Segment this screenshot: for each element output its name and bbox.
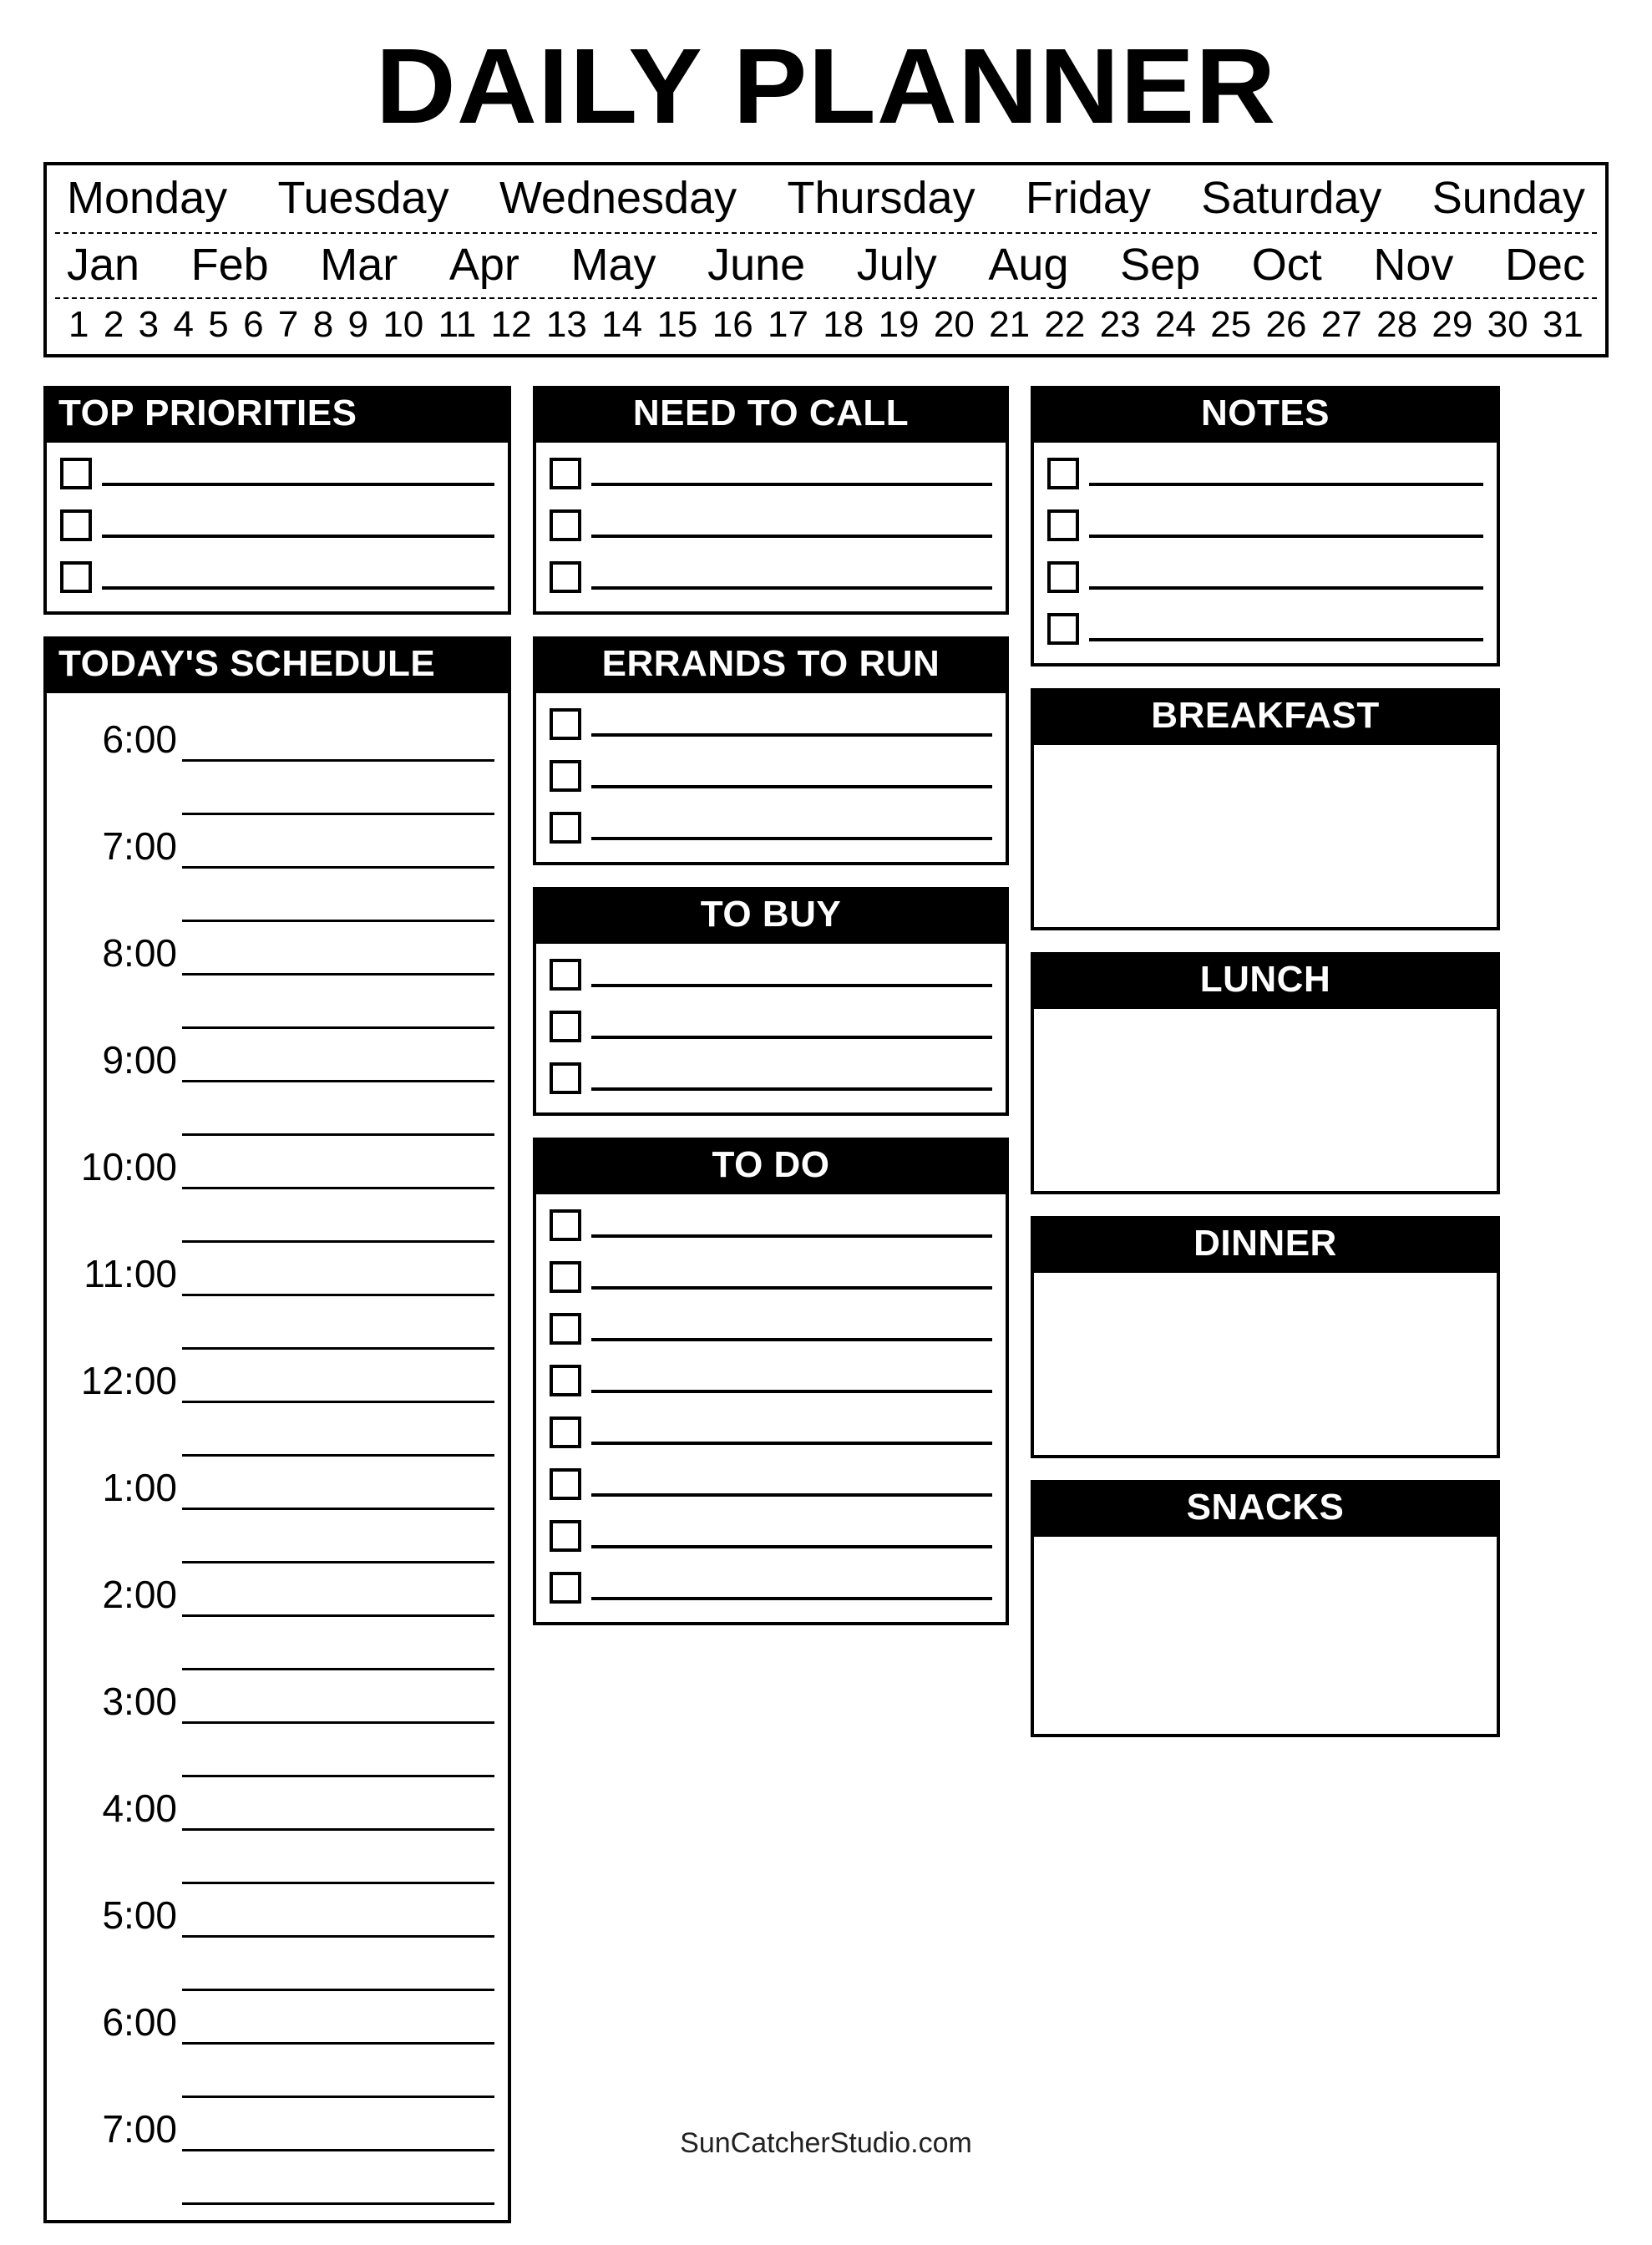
panel-title-dinner: DINNER — [1031, 1216, 1500, 1273]
day-number[interactable]: 24 — [1154, 304, 1196, 345]
checkbox-icon[interactable] — [1047, 458, 1079, 489]
schedule-row-half[interactable] — [60, 1617, 494, 1670]
month-aug[interactable]: Aug — [988, 240, 1069, 290]
schedule-time: 4:00 — [102, 1786, 177, 1830]
write-line[interactable] — [182, 1294, 494, 1350]
schedule-time: 9:00 — [102, 1038, 177, 1082]
panel-body-to-do — [533, 1194, 1009, 1625]
list-item[interactable] — [550, 1468, 992, 1500]
schedule-row[interactable] — [60, 1991, 494, 2045]
schedule-row-half[interactable] — [60, 762, 494, 815]
schedule-time: 5:00 — [102, 1893, 177, 1937]
month-oct[interactable]: Oct — [1251, 240, 1322, 290]
day-number-row — [55, 304, 1597, 346]
list-item[interactable] — [550, 1416, 992, 1448]
schedule-time: 10:00 — [80, 1145, 177, 1188]
panel-title-breakfast: BREAKFAST — [1031, 688, 1500, 745]
schedule-row-half[interactable] — [60, 1082, 494, 1136]
write-line[interactable] — [182, 1508, 494, 1563]
schedule-time: 8:00 — [102, 931, 177, 975]
schedule-row[interactable] — [60, 1777, 494, 1831]
checkbox-icon[interactable] — [550, 708, 581, 740]
schedule-time: 1:00 — [102, 1466, 177, 1509]
list-item[interactable] — [550, 1011, 992, 1042]
day-number[interactable]: 10 — [383, 304, 424, 345]
write-line[interactable] — [591, 1014, 992, 1039]
header-divider-2 — [55, 297, 1597, 299]
checkbox-icon[interactable] — [550, 1468, 581, 1500]
panel-body-notes — [1031, 443, 1500, 666]
panel-title-snacks: SNACKS — [1031, 1480, 1500, 1537]
panel-title-errands-to-run: ERRANDS TO RUN — [533, 636, 1009, 693]
day-number[interactable]: 15 — [656, 304, 698, 345]
write-line[interactable] — [182, 1989, 494, 2045]
write-line[interactable] — [182, 1026, 494, 1082]
write-line[interactable] — [182, 1187, 494, 1243]
list-item[interactable] — [60, 561, 494, 593]
write-line[interactable] — [591, 1213, 992, 1238]
panel-body-todays-schedule — [43, 693, 511, 2223]
list-item[interactable] — [1047, 458, 1483, 489]
write-line[interactable] — [182, 1935, 494, 1991]
month-mar[interactable]: Mar — [320, 240, 398, 290]
schedule-time: 11:00 — [84, 1252, 177, 1295]
write-line[interactable] — [591, 763, 992, 788]
day-number[interactable]: 4 — [173, 304, 194, 345]
write-line[interactable] — [182, 1454, 494, 1510]
schedule-row-half[interactable] — [60, 1510, 494, 1563]
checkbox-icon[interactable] — [550, 1313, 581, 1345]
schedule-row[interactable] — [60, 1457, 494, 1510]
schedule-row[interactable] — [60, 1136, 494, 1189]
weekday-saturday[interactable]: Saturday — [1201, 173, 1382, 223]
day-number[interactable]: 2 — [103, 304, 124, 345]
list-item[interactable] — [550, 812, 992, 844]
weekday-thursday[interactable]: Thursday — [787, 173, 975, 223]
page-title: DAILY PLANNER — [375, 27, 1277, 146]
panel-body-top-priorities — [43, 443, 511, 615]
write-line[interactable] — [591, 815, 992, 840]
day-number[interactable]: 5 — [208, 304, 229, 345]
write-line[interactable] — [182, 1614, 494, 1670]
write-line[interactable] — [182, 1828, 494, 1884]
month-july[interactable]: July — [856, 240, 937, 290]
day-number[interactable]: 8 — [312, 304, 334, 345]
day-number[interactable]: 13 — [545, 304, 587, 345]
list-item[interactable] — [550, 1572, 992, 1604]
write-line[interactable] — [182, 1668, 494, 1724]
schedule-time: 3:00 — [102, 1680, 177, 1723]
list-item[interactable] — [550, 1261, 992, 1293]
schedule-time: 12:00 — [80, 1359, 177, 1402]
month-dec[interactable]: Dec — [1504, 240, 1585, 290]
checkbox-icon[interactable] — [550, 1011, 581, 1042]
date-header — [43, 162, 1609, 357]
month-apr[interactable]: Apr — [448, 240, 519, 290]
weekday-monday[interactable]: Monday — [67, 173, 228, 223]
month-row — [55, 239, 1597, 296]
day-number[interactable]: 12 — [490, 304, 532, 345]
schedule-row[interactable] — [60, 1563, 494, 1617]
panel-to-buy — [533, 887, 1009, 1116]
checkbox-icon[interactable] — [550, 1416, 581, 1448]
schedule-row-half[interactable] — [60, 1296, 494, 1350]
day-number[interactable]: 23 — [1099, 304, 1141, 345]
day-number[interactable]: 30 — [1487, 304, 1528, 345]
schedule-time: 7:00 — [102, 824, 177, 868]
day-number[interactable]: 19 — [878, 304, 920, 345]
checkbox-icon[interactable] — [1047, 561, 1079, 593]
panel-dinner — [1031, 1216, 1500, 1458]
schedule-time: 2:00 — [102, 1573, 177, 1616]
day-number[interactable]: 17 — [768, 304, 808, 345]
day-number[interactable]: 6 — [243, 304, 264, 345]
panel-body-lunch[interactable] — [1031, 1009, 1500, 1194]
panel-title-to-buy: TO BUY — [533, 887, 1009, 944]
schedule-row-half[interactable] — [60, 1189, 494, 1243]
day-number[interactable]: 7 — [277, 304, 299, 345]
checkbox-icon[interactable] — [60, 458, 92, 489]
checkbox-icon[interactable] — [550, 561, 581, 593]
panel-errands-to-run — [533, 636, 1009, 865]
panel-title-to-do: TO DO — [533, 1138, 1009, 1194]
day-number[interactable]: 27 — [1320, 304, 1362, 345]
schedule-row[interactable] — [60, 1243, 494, 1296]
schedule-row-half[interactable] — [60, 1403, 494, 1457]
panel-body-need-to-call — [533, 443, 1009, 615]
schedule-row[interactable] — [60, 708, 494, 762]
write-line[interactable] — [591, 461, 992, 486]
write-line[interactable] — [182, 920, 494, 976]
write-line[interactable] — [591, 1472, 992, 1497]
checkbox-icon[interactable] — [550, 509, 581, 541]
checkbox-icon[interactable] — [550, 1261, 581, 1293]
write-line[interactable] — [591, 1575, 992, 1600]
panel-body-to-buy — [533, 944, 1009, 1116]
month-nov[interactable]: Nov — [1373, 240, 1454, 290]
write-line[interactable] — [182, 813, 494, 869]
panel-body-errands-to-run — [533, 693, 1009, 865]
write-line[interactable] — [182, 1133, 494, 1189]
panel-need-to-call — [533, 386, 1009, 615]
panel-snacks — [1031, 1480, 1500, 1737]
weekday-wednesday[interactable]: Wednesday — [499, 173, 737, 223]
checkbox-icon[interactable] — [550, 959, 581, 991]
write-line[interactable] — [591, 1264, 992, 1290]
schedule-row-half[interactable] — [60, 1831, 494, 1884]
panel-body-breakfast[interactable] — [1031, 745, 1500, 930]
write-line[interactable] — [182, 1347, 494, 1403]
list-item[interactable] — [60, 509, 494, 541]
panel-notes — [1031, 386, 1500, 666]
schedule-row[interactable] — [60, 1884, 494, 1938]
checkbox-icon[interactable] — [550, 812, 581, 844]
panel-title-top-priorities: TOP PRIORITIES — [43, 386, 511, 443]
checkbox-icon[interactable] — [550, 1209, 581, 1241]
write-line[interactable] — [591, 565, 992, 590]
list-item[interactable] — [60, 458, 494, 489]
schedule-row-half[interactable] — [60, 869, 494, 922]
write-line[interactable] — [1089, 616, 1483, 641]
list-item[interactable] — [550, 760, 992, 792]
write-line[interactable] — [591, 962, 992, 987]
write-line[interactable] — [1089, 513, 1483, 538]
panel-title-notes: NOTES — [1031, 386, 1500, 443]
list-item[interactable] — [550, 1313, 992, 1345]
list-item[interactable] — [550, 708, 992, 740]
list-item[interactable] — [550, 959, 992, 991]
checkbox-icon[interactable] — [550, 1365, 581, 1396]
month-june[interactable]: June — [707, 240, 806, 290]
schedule-row-half[interactable] — [60, 1724, 494, 1777]
write-line[interactable] — [182, 706, 494, 762]
checkbox-icon[interactable] — [550, 760, 581, 792]
panel-body-dinner[interactable] — [1031, 1273, 1500, 1458]
weekday-row — [55, 172, 1597, 231]
checkbox-icon[interactable] — [550, 1062, 581, 1094]
schedule-time: 6:00 — [102, 717, 177, 761]
panel-top-priorities — [43, 386, 511, 615]
write-line[interactable] — [591, 712, 992, 737]
month-feb[interactable]: Feb — [190, 240, 269, 290]
write-line[interactable] — [591, 1420, 992, 1445]
day-number[interactable]: 28 — [1376, 304, 1418, 345]
write-line[interactable] — [182, 1721, 494, 1777]
day-number[interactable]: 11 — [438, 304, 477, 345]
checkbox-icon[interactable] — [550, 1520, 581, 1552]
write-line[interactable] — [591, 1368, 992, 1393]
list-item[interactable] — [1047, 561, 1483, 593]
day-number[interactable]: 1 — [68, 304, 89, 345]
checkbox-icon[interactable] — [60, 509, 92, 541]
panel-to-do — [533, 1138, 1009, 1625]
daily-planner-page — [0, 27, 1652, 2172]
checkbox-icon[interactable] — [550, 1572, 581, 1604]
panel-title-lunch: LUNCH — [1031, 952, 1500, 1009]
day-number[interactable]: 22 — [1044, 304, 1086, 345]
footer-credit: SunCatcherStudio.com — [680, 2127, 972, 2159]
list-item[interactable] — [550, 1209, 992, 1241]
write-line[interactable] — [182, 1775, 494, 1831]
day-number[interactable]: 14 — [601, 304, 643, 345]
panel-title-todays-schedule: TODAY'S SCHEDULE — [43, 636, 511, 693]
write-line[interactable] — [182, 2042, 494, 2098]
schedule-time: 6:00 — [102, 2000, 177, 2044]
schedule-row[interactable] — [60, 1670, 494, 1724]
weekday-sunday[interactable]: Sunday — [1432, 173, 1585, 223]
write-line[interactable] — [182, 866, 494, 922]
day-number[interactable]: 26 — [1265, 304, 1307, 345]
month-jan[interactable]: Jan — [67, 240, 140, 290]
schedule-row-half[interactable] — [60, 976, 494, 1029]
schedule-row[interactable] — [60, 1029, 494, 1082]
day-number[interactable]: 9 — [347, 304, 368, 345]
write-line[interactable] — [182, 1401, 494, 1457]
panel-body-snacks[interactable] — [1031, 1537, 1500, 1737]
checkbox-icon[interactable] — [1047, 509, 1079, 541]
checkbox-icon[interactable] — [60, 561, 92, 593]
schedule-time: 7:00 — [102, 2107, 177, 2151]
write-line[interactable] — [182, 1080, 494, 1136]
middle-column — [533, 386, 1009, 1647]
planner-columns — [43, 386, 1609, 2245]
write-line[interactable] — [182, 1561, 494, 1617]
day-number[interactable]: 29 — [1432, 304, 1473, 345]
list-item[interactable] — [550, 1365, 992, 1396]
day-number[interactable]: 18 — [823, 304, 864, 345]
weekday-friday[interactable]: Friday — [1025, 173, 1151, 223]
schedule-row[interactable] — [60, 1350, 494, 1403]
schedule-row[interactable] — [60, 922, 494, 976]
day-number[interactable]: 25 — [1210, 304, 1252, 345]
day-number[interactable]: 31 — [1542, 304, 1584, 345]
schedule-row-half[interactable] — [60, 1938, 494, 1991]
list-item[interactable] — [550, 458, 992, 489]
list-item[interactable] — [550, 509, 992, 541]
list-item[interactable] — [550, 1062, 992, 1094]
write-line[interactable] — [182, 759, 494, 815]
write-line[interactable] — [182, 1882, 494, 1938]
write-line[interactable] — [102, 461, 494, 486]
write-line[interactable] — [1089, 461, 1483, 486]
panel-todays-schedule — [43, 636, 511, 2223]
list-item[interactable] — [1047, 613, 1483, 645]
write-line[interactable] — [1089, 565, 1483, 590]
weekday-tuesday[interactable]: Tuesday — [277, 173, 449, 223]
list-item[interactable] — [550, 561, 992, 593]
header-divider-1 — [55, 232, 1597, 234]
panel-lunch — [1031, 952, 1500, 1194]
checkbox-icon[interactable] — [1047, 613, 1079, 645]
list-item[interactable] — [550, 1520, 992, 1552]
panel-breakfast — [1031, 688, 1500, 930]
panel-title-need-to-call: NEED TO CALL — [533, 386, 1009, 443]
month-may[interactable]: May — [570, 240, 656, 290]
right-column — [1031, 386, 1500, 1759]
write-line[interactable] — [591, 1316, 992, 1341]
checkbox-icon[interactable] — [550, 458, 581, 489]
schedule-row-half[interactable] — [60, 2045, 494, 2098]
day-number[interactable]: 16 — [712, 304, 753, 345]
write-line[interactable] — [102, 565, 494, 590]
write-line[interactable] — [591, 1066, 992, 1091]
schedule-row[interactable] — [60, 815, 494, 869]
write-line[interactable] — [591, 1523, 992, 1548]
day-number[interactable]: 20 — [933, 304, 975, 345]
left-column — [43, 386, 511, 2245]
write-line[interactable] — [102, 513, 494, 538]
write-line[interactable] — [182, 973, 494, 1029]
list-item[interactable] — [1047, 509, 1483, 541]
day-number[interactable]: 3 — [138, 304, 160, 345]
write-line[interactable] — [182, 1240, 494, 1296]
day-number[interactable]: 21 — [989, 304, 1031, 345]
month-sep[interactable]: Sep — [1120, 240, 1201, 290]
write-line[interactable] — [591, 513, 992, 538]
